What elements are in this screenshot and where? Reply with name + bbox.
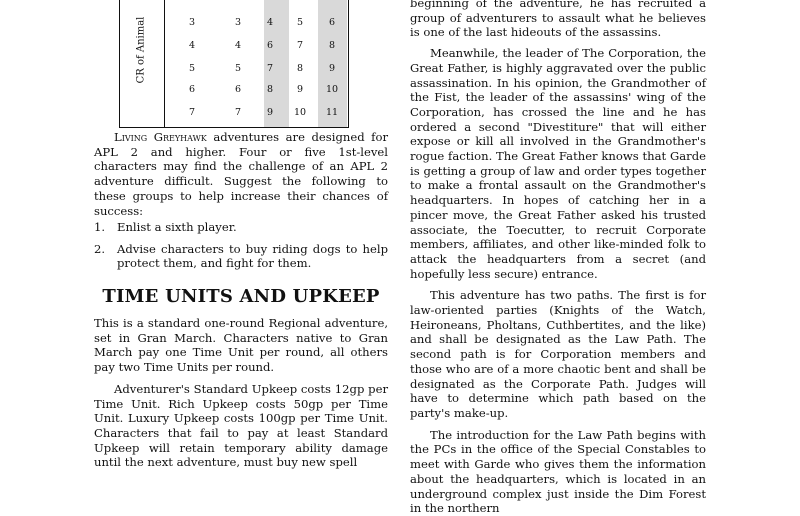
table-row: 3 3 4 5 6 bbox=[188, 17, 336, 28]
section-heading: TIME UNITS AND UPKEEP bbox=[102, 286, 380, 307]
time-units-paragraph: This is a standard one-round Regional adventure, set in Gran March. Characters native to Gran March pay one Time Unit per round, all others pay two Time Units per round. bbox=[94, 316, 388, 375]
paragraph: The introduction for the Law Path begins with the PCs in the office of the Special Constables to meet with Garde who gives them the information about the headquarters, which is located in an underground complex just inside the Dim Forest in the northern bbox=[410, 427, 706, 516]
table-row: 7 7 9 10 11 bbox=[188, 107, 339, 118]
time-units-text bbox=[94, 316, 388, 470]
suggestion-list bbox=[94, 220, 388, 271]
table-row: 5 5 7 8 9 bbox=[188, 63, 336, 74]
list-item: 1. Enlist a sixth player. bbox=[94, 220, 237, 234]
right-column bbox=[410, 0, 706, 516]
paragraph: beginning of the adventure, he has recruited a group of adventurers to assault what he believes is one of the last hideouts of the assassins. bbox=[410, 0, 706, 40]
upkeep-paragraph: Adventurer's Standard Upkeep costs 12gp per Time Unit. Rich Upkeep costs 50gp per Time Unit. Luxury Upkeep costs 100gp per Time Unit. Characters that fail to pay at least Standard Upkeep will retain temporary ability damage until the next adventure, must buy new spell bbox=[94, 381, 388, 470]
table-row: 6 6 8 9 10 bbox=[188, 84, 339, 95]
table-row: 4 4 6 7 8 bbox=[188, 40, 336, 51]
intro-paragraph: Living Greyhawk adventures are designed for APL 2 and higher. Four or five 1st-level characters may find the challenge of an APL 2 adventure difficult. Suggest the following to these groups to help increase their chances of success: bbox=[94, 130, 388, 218]
cr-axis-label: CR of Animal bbox=[135, 16, 147, 84]
paragraph: This adventure has two paths. The first is for law-oriented parties (Knights of the Watch, Heironeans, Pholtans, Cuthbertites, and the like) and shall be designated as the Law Path. The second path is for Corporation members and those who are of a more chaotic bent and shall be designated as the Corporate Path. Judges will have to determine which path based on the party's make-up. bbox=[410, 288, 706, 420]
living-greyhawk-text: Living Greyhawk bbox=[114, 130, 207, 144]
cr-table bbox=[119, 0, 349, 128]
paragraph: Meanwhile, the leader of The Corporation, the Great Father, is highly aggravated over the public assassination. In his opinion, the Grandmother of the Fist, the leader of the assassins' wing of the Corporation, has crossed the line and he has ordered a second "Divestiture" that will either expose or kill all involved in the Grandmother's rogue faction. The Great Father knows that Garde is getting a group of law and order types together to make a frontal assault on the Grandmother's headquarters. In hopes of catching her in a pincer move, the Great Father asked his trusted associate, the Toecutter, to recruit Corporate members, affiliates, and other like-minded folk to attack the headquarters from a secret (and hopefully less secure) entrance. bbox=[410, 46, 706, 281]
list-item: 2. Advise characters to buy riding dogs to help protect them, and fight for them. bbox=[94, 241, 388, 271]
